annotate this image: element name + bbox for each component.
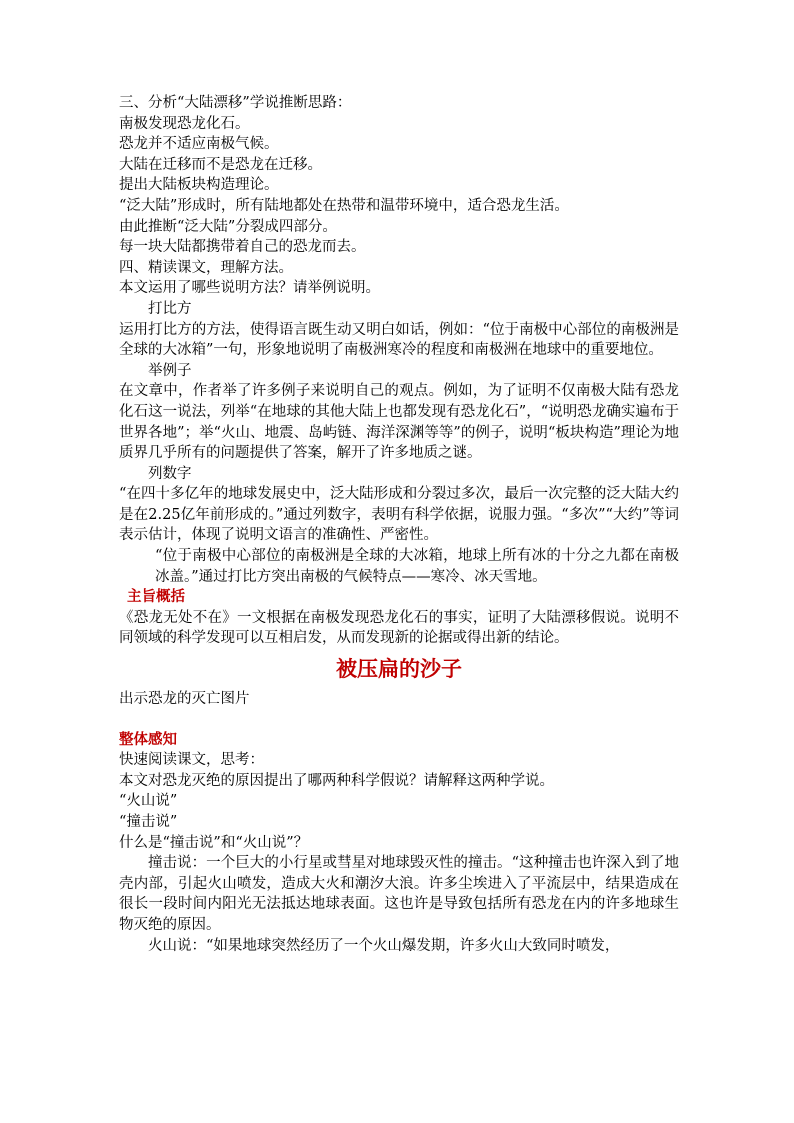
document-page — [119, 93, 679, 956]
method-metaphor-example-text: “位于南极中心部位的南极洲是全球的大冰箱，地球上所有冰的十分之九都在南极冰盖。”通过打比方突出南极的气候特点——寒冷、冰天雪地。 — [155, 548, 679, 585]
lesson-title: 被压扁的沙子 — [336, 656, 462, 682]
spacer — [119, 710, 679, 730]
reasoning-step-3: 大陆在迁移而不是恐龙在迁移。 — [119, 156, 322, 173]
reasoning-step-6: 由此推断“泛大陆”分裂成四部分。 — [119, 218, 337, 235]
lesson-intro: 出示恐龙的灭亡图片 — [119, 691, 250, 708]
method-example-text: 在文章中，作者举了许多例子来说明自己的观点。例如，为了证明不仅南极大陆有恐龙化石这一说法，列举“在地球的其他大陆上也都发现有恐龙化石”，“说明恐龙确实遍布于世界各地”；举“火山、地震、岛屿链、海洋深渊等等”的例子，说明“板块构造”理论为地质界几乎所有的问题提供了答案，解开了许多地质之谜。 — [119, 383, 679, 462]
summary-text: 《恐龙无处不在》一文根据在南极发现恐龙化石的事实，证明了大陆漂移假说。说明不同领域的科学发现可以互相启发，从而发现新的论据或得出新的结论。 — [119, 609, 679, 647]
reasoning-step-4: 提出大陆板块构造理论。 — [119, 177, 279, 194]
section-3-heading: 三、分析“大陆漂移”学说推断思路： — [119, 95, 352, 111]
impact-theory-text: 撞击说：一个巨大的小行星或彗星对地球毁灭性的撞击。“这种撞击也许深入到了地壳内部，引起火山喷发，造成大火和潮汐大浪。许多尘埃进入了平流层中，结果造成在很长一段时间内阳光无法抵达地球表面。这也许是导致包括所有恐龙在内的许多地球生物灭绝的原因。 — [119, 855, 679, 933]
method-metaphor-label: 打比方 — [148, 300, 192, 317]
hypothesis-question-2: 什么是“撞击说”和“火山说”？ — [119, 834, 309, 851]
method-numbers-label: 列数字 — [148, 465, 192, 482]
reading-task: 快速阅读课文，思考： — [119, 752, 264, 769]
section-4-heading: 四、精读课文，理解方法。 — [119, 259, 293, 276]
reasoning-step-1: 南极发现恐龙化石。 — [119, 115, 250, 132]
reasoning-step-5: “泛大陆”形成时，所有陆地都处在热带和温带环境中，适合恐龙生活。 — [119, 197, 569, 214]
hypothesis-impact: “撞击说” — [119, 814, 178, 830]
method-metaphor-text: 运用打比方的方法，使得语言既生动又明白如话，例如：“位于南极中心部位的南极洲是全球的大冰箱”一句，形象地说明了南极洲寒冷的程度和南极洲在地球中的重要地位。 — [119, 321, 679, 359]
section-4-question: 本文运用了哪些说明方法？请举例说明。 — [119, 280, 380, 297]
overview-heading: 整体感知 — [119, 730, 177, 748]
method-example-label: 举例子 — [148, 362, 192, 379]
reasoning-step-7: 每一块大陆都携带着自己的恐龙而去。 — [119, 239, 366, 256]
hypothesis-question: 本文对恐龙灭绝的原因提出了哪两种科学假说？请解释这两种学说。 — [119, 772, 554, 789]
summary-heading: 主旨概括 — [127, 588, 185, 606]
reasoning-step-2: 恐龙并不适应南极气候。 — [119, 136, 279, 153]
volcano-theory-text: 火山说：“如果地球突然经历了一个火山爆发期，许多火山大致同时喷发， — [148, 937, 620, 954]
hypothesis-volcano: “火山说” — [119, 793, 178, 810]
method-numbers-text: “在四十多亿年的地球发展史中，泛大陆形成和分裂过多次，最后一次完整的泛大陆大约是在2.25亿年前形成的。”通过列数字，表明有科学依据，说服力强。“多次”“大约”等词表示估计，体现了说明文语言的准确性、严密性。 — [119, 486, 679, 544]
